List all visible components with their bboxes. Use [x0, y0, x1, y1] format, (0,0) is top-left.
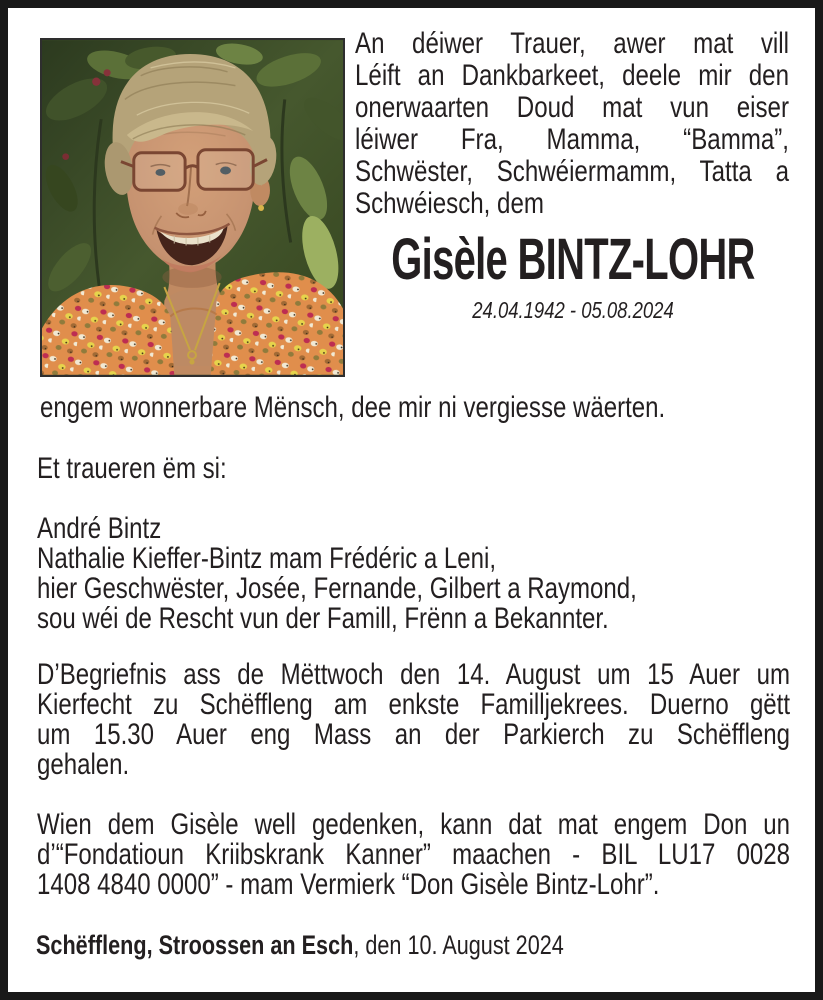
dateline-block	[36, 930, 823, 960]
mourner-line: Nathalie Kieffer-Bintz mam Frédéric a Leni,	[37, 542, 497, 575]
mourning-heading-block	[37, 453, 823, 485]
donation-line: d’“Fondatioun Kriibskrank Kanner” maachen - BIL LU17 0028	[37, 838, 791, 871]
intro-line: Léift an Dankbarkeet, deele mir den	[355, 59, 789, 92]
intro-line: léiwer Fra, Mamma, “Bamma”,	[355, 123, 789, 156]
funeral-line: D’Begriefnis ass de Mëttwoch den 14. August um 15 Auer um	[37, 658, 791, 691]
tribute-line-block	[40, 392, 823, 424]
donation-paragraph	[37, 810, 823, 900]
donation-line: Wien dem Gisèle well gedenken, kann dat mat engem Don un	[37, 808, 791, 841]
tribute-line: engem wonnerbare Mënsch, dee mir ni vergiesse wäerten.	[40, 391, 666, 424]
donation-line: 1408 4840 0000” - mam Vermierk “Don Gisèle Bintz-Lohr”.	[37, 868, 660, 901]
life-dates-block	[356, 298, 823, 322]
funeral-line: Kierfecht zu Schëffleng am enkste Familljekrees. Duerno gëtt	[37, 688, 791, 721]
intro-line: An déiwer Trauer, awer mat vill	[355, 27, 789, 60]
life-dates: 24.04.1942 - 05.08.2024	[472, 297, 674, 323]
dateline-place: Schëffleng, Stroossen an Esch	[36, 930, 354, 960]
mourners-list	[37, 514, 823, 634]
mourner-line: André Bintz	[37, 512, 162, 545]
deceased-name: Gisèle BINTZ-LOHR	[391, 227, 755, 292]
intro-line: Schwëster, Schwéiermamm, Tatta a	[355, 155, 789, 188]
portrait-illustration	[42, 40, 343, 375]
intro-line: onerwaarten Doud mat vun eiser	[355, 91, 789, 124]
funeral-paragraph	[37, 660, 823, 780]
intro-line: Schwéiesch, dem	[355, 187, 544, 220]
mourner-line: sou wéi de Rescht vun der Famill, Frënn a Bekannter.	[37, 602, 609, 635]
mourner-line: hier Geschwëster, Josée, Fernande, Gilbert a Raymond,	[37, 572, 637, 605]
deceased-name-block	[356, 227, 823, 292]
funeral-line: um 15.30 Auer eng Mass an der Parkierch zu Schëffleng	[37, 718, 791, 751]
portrait-photo	[40, 38, 345, 377]
funeral-line: gehalen.	[37, 748, 130, 781]
intro-paragraph	[355, 28, 823, 220]
dateline-date: , den 10. August 2024	[353, 930, 564, 960]
mourning-heading: Et traueren ëm si:	[37, 452, 227, 485]
